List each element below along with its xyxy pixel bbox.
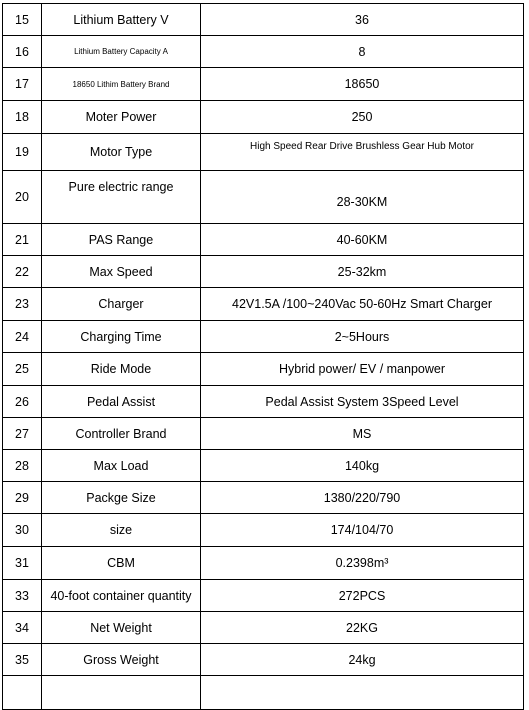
table-row (3, 4, 524, 36)
row-label: Motor Type (42, 134, 201, 171)
row-label: size (42, 514, 201, 547)
table-row (3, 547, 524, 580)
row-value (201, 676, 524, 710)
row-value: 0.2398m³ (201, 547, 524, 580)
row-label: 18650 Lithim Battery Brand (42, 68, 201, 101)
table-row (3, 644, 524, 676)
row-number: 34 (3, 612, 42, 644)
row-label (42, 676, 201, 710)
row-number: 18 (3, 101, 42, 134)
row-number: 23 (3, 288, 42, 321)
row-value: 272PCS (201, 580, 524, 612)
row-label: Max Speed (42, 256, 201, 288)
row-label: Lithium Battery Capacity A (42, 36, 201, 68)
table-row (3, 288, 524, 321)
row-value: MS (201, 418, 524, 450)
row-label: Packge Size (42, 482, 201, 514)
row-number: 28 (3, 450, 42, 482)
row-label: Pure electric range (42, 171, 201, 224)
row-number (3, 676, 42, 710)
row-label: Ride Mode (42, 353, 201, 386)
table-row (3, 68, 524, 101)
row-value: 140kg (201, 450, 524, 482)
row-value: 22KG (201, 612, 524, 644)
table-row (3, 101, 524, 134)
row-value: 18650 (201, 68, 524, 101)
row-value: 8 (201, 36, 524, 68)
row-value: Hybrid power/ EV / manpower (201, 353, 524, 386)
table-row (3, 482, 524, 514)
row-label: Pedal Assist (42, 386, 201, 418)
row-value: 25-32km (201, 256, 524, 288)
table-row (3, 353, 524, 386)
table-row (3, 171, 524, 224)
row-value: 174/104/70 (201, 514, 524, 547)
row-value: 42V1.5A /100~240Vac 50-60Hz Smart Charger (201, 288, 524, 321)
row-number: 21 (3, 224, 42, 256)
row-label: Charging Time (42, 321, 201, 353)
row-label: Lithium Battery V (42, 4, 201, 36)
row-number: 26 (3, 386, 42, 418)
row-number: 31 (3, 547, 42, 580)
table-row (3, 514, 524, 547)
row-label: Charger (42, 288, 201, 321)
row-number: 19 (3, 134, 42, 171)
row-number: 35 (3, 644, 42, 676)
spec-table (2, 3, 524, 710)
row-label: Moter Power (42, 101, 201, 134)
row-number: 27 (3, 418, 42, 450)
row-number: 15 (3, 4, 42, 36)
row-number: 20 (3, 171, 42, 224)
row-number: 16 (3, 36, 42, 68)
row-number: 33 (3, 580, 42, 612)
row-value: High Speed Rear Drive Brushless Gear Hub Motor (201, 134, 524, 171)
row-label: Gross Weight (42, 644, 201, 676)
row-value: 2~5Hours (201, 321, 524, 353)
row-number: 22 (3, 256, 42, 288)
table-row (3, 386, 524, 418)
table-row (3, 450, 524, 482)
table-row (3, 36, 524, 68)
row-label: Max Load (42, 450, 201, 482)
row-number: 24 (3, 321, 42, 353)
row-number: 25 (3, 353, 42, 386)
row-value: 1380/220/790 (201, 482, 524, 514)
table-row (3, 321, 524, 353)
row-value: 24kg (201, 644, 524, 676)
row-label: Net Weight (42, 612, 201, 644)
table-row (3, 224, 524, 256)
row-value: 40-60KM (201, 224, 524, 256)
table-row (3, 676, 524, 710)
row-value: Pedal Assist System 3Speed Level (201, 386, 524, 418)
row-label: Controller Brand (42, 418, 201, 450)
row-value: 28-30KM (201, 171, 524, 224)
table-row (3, 134, 524, 171)
row-value: 36 (201, 4, 524, 36)
table-row (3, 418, 524, 450)
row-label: CBM (42, 547, 201, 580)
row-label: 40-foot container quantity (42, 580, 201, 612)
row-number: 29 (3, 482, 42, 514)
row-value: 250 (201, 101, 524, 134)
table-row (3, 612, 524, 644)
row-label: PAS Range (42, 224, 201, 256)
table-row (3, 256, 524, 288)
table-row (3, 580, 524, 612)
row-number: 30 (3, 514, 42, 547)
row-number: 17 (3, 68, 42, 101)
